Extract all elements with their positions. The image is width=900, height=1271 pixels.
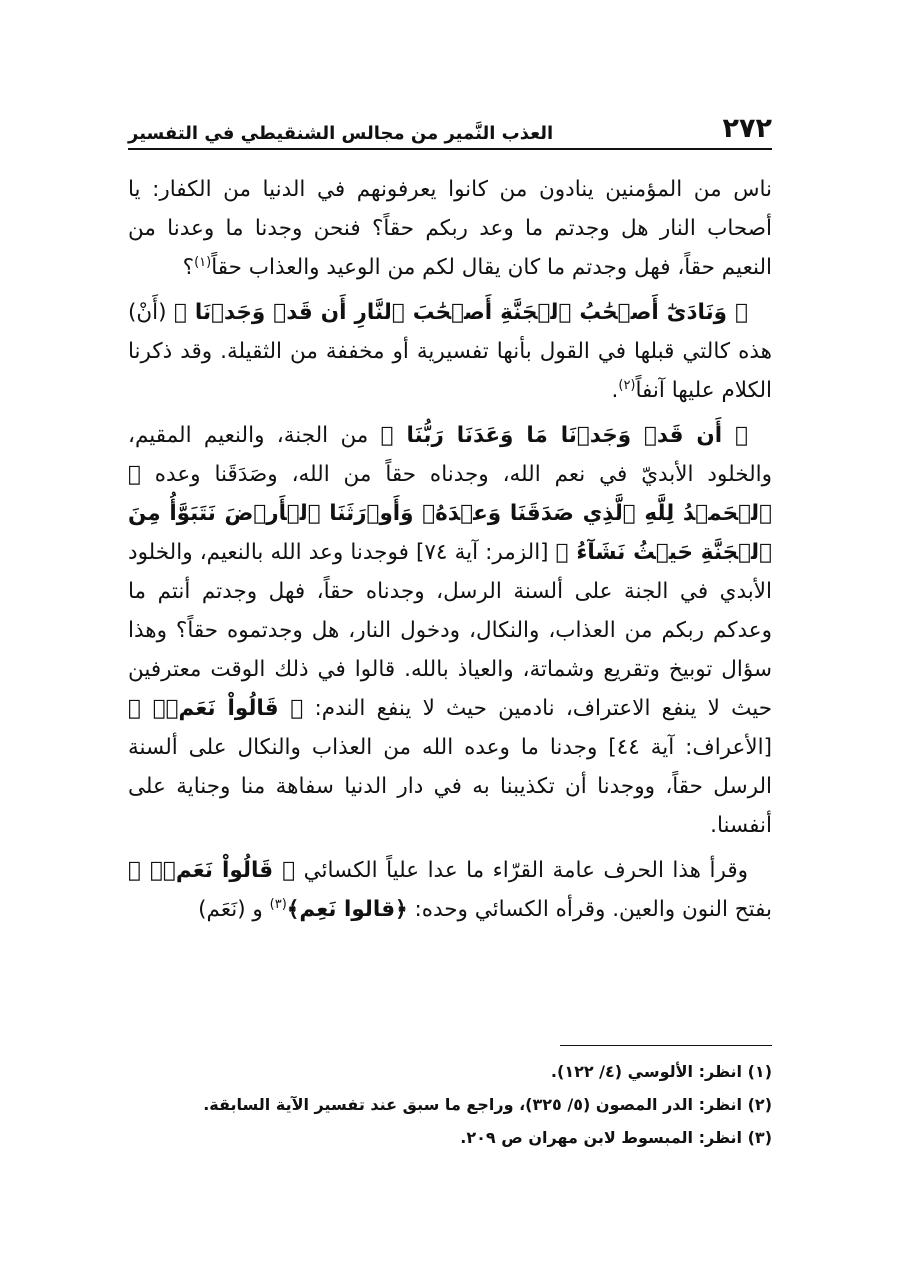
paragraph-3-text-3: [الأعراف: آية ٤٤] وجدنا ما وعده الله من العذاب والنكال على ألسنة الرسل حقاً، ووجدنا أن تكذيبنا به في دار الدنيا سفاهة منا وجناية على أنفسنا. [128, 735, 772, 838]
paragraph-4-text-2: بفتح النون والعين. وقرأه الكسائي وحده: [407, 897, 772, 922]
paragraph-2-text: (أَنْ) هذه كالتي قبلها في القول بأنها تفسيرية أو مخففة من الثقيلة. وقد ذكرنا الكلام عليها آنفاً [128, 300, 772, 403]
quran-verse-5: ﴿ قَالُواْ نَعَمۡۚ ﴾ [128, 858, 296, 883]
paragraph-4-text-1: وقرأ هذا الحرف عامة القرّاء ما عدا علياً الكسائي [295, 858, 748, 883]
footnote-1: (١) انظر: الألوسي (٤/ ١٢٢). [550, 1062, 772, 1081]
paragraph-1 [128, 170, 772, 287]
paragraph-4 [128, 851, 772, 929]
page-number: ٢٧٢ [722, 113, 772, 144]
paragraph-4-text-3: و (نَعَم) [198, 897, 270, 922]
paragraph-1-text: ناس من المؤمنين ينادون من كانوا يعرفونهم في الدنيا من الكفار: يا أصحاب النار هل وجدتم ما وعد ربكم حقاً؟ فنحن وجدنا ما وعدنا من النعيم حقاً، فهل وجدتم ما كان يقال لكم من الوعيد والعذاب حقاً [128, 177, 772, 280]
running-title: العذب النَّمير من مجالس الشنقيطي في التفسير [128, 123, 554, 144]
footnotes [128, 1055, 772, 1154]
quran-verse-4: ﴿ قَالُواْ نَعَمۡۚ ﴾ [128, 696, 304, 721]
footnote-3: (٣) انظر: المبسوط لابن مهران ص ٢٠٩. [460, 1128, 772, 1147]
quran-reading: ﴿قالوا نَعِم﴾ [286, 897, 408, 922]
paragraph-3-text-1: من الجنة، والنعيم المقيم، والخلود الأبديّ في نعم الله، وجدناه حقاً من الله، وصَدَقَنا وعده [128, 423, 772, 487]
page-header [128, 106, 772, 150]
quran-verse-1: ﴿ وَنَادَىٰٓ أَصۡحَٰبُ ٱلۡجَنَّةِ أَصۡحَٰبَ ٱلنَّارِ أَن قَدۡ وَجَدۡنَا ﴾ [173, 300, 748, 325]
footnote-divider [560, 1045, 772, 1046]
footnote-ref-2: (٢) [618, 377, 636, 393]
footnote-2: (٢) انظر: الدر المصون (٥/ ٣٢٥)، وراجع ما سبق عند تفسير الآية السابقة. [203, 1095, 772, 1114]
paragraph-3-text-2: [الزمر: آية ٧٤] فوجدنا وعد الله بالنعيم، والخلود الأبدي في الجنة على ألسنة الرسل، وجدناه حقاً، فهل وجدتم أنتم ما وعدكم ربكم من العذاب، والنكال، ودخول النار، هل وجدتموه حقاً؟ وهذا سؤال توبيخ وتقريع وشماتة، والعياذ بالله. قالوا في ذلك الوقت معترفين حيث لا ينفع الاعتراف، نادمين حيث لا ينفع الندم: [128, 540, 772, 721]
footnote-ref-3: (٣) [269, 896, 287, 912]
footnote-ref-1: (١) [194, 254, 212, 270]
paragraph-3 [128, 416, 772, 845]
quran-verse-2: ﴿ أَن قَدۡ وَجَدۡنَا مَا وَعَدَنَا رَبُّنَا ﴾ [380, 423, 748, 448]
paragraph-2 [128, 293, 772, 410]
quran-verse-3: ﴿ ٱلۡحَمۡدُ لِلَّهِ ٱلَّذِي صَدَقَنَا وَعۡدَهُۥ وَأَوۡرَثَنَا ٱلۡأَرۡضَ نَتَبَوَّأُ مِنَ ٱلۡجَنَّةِ حَيۡثُ نَشَآءُ ﴾ [128, 462, 772, 565]
paragraph-2-end: . [611, 378, 619, 403]
body-text [128, 170, 772, 935]
paragraph-1-end: ؟ [182, 255, 195, 280]
